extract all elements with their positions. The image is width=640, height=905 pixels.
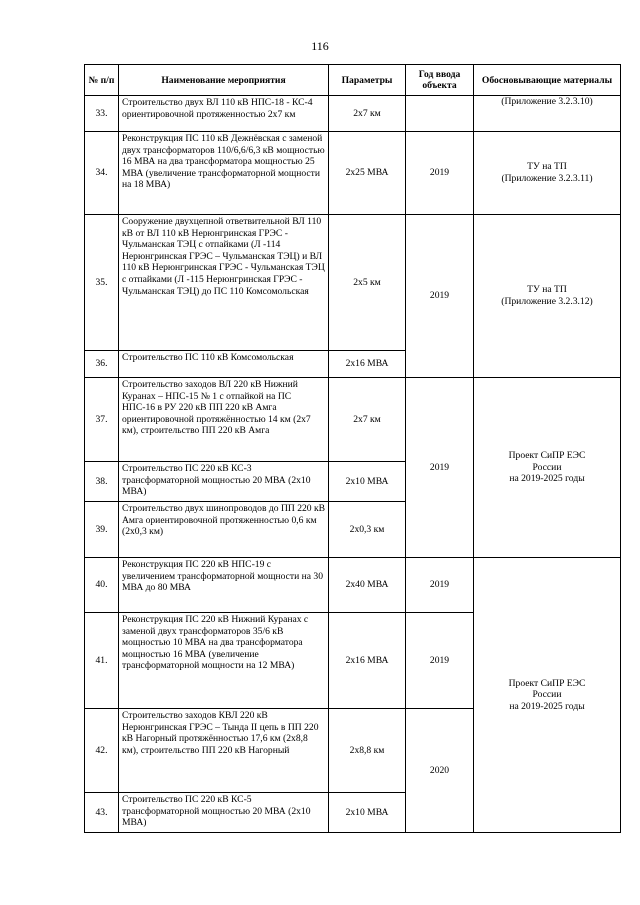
table-row bbox=[85, 132, 621, 215]
row-params: 2х5 км bbox=[329, 215, 406, 351]
row-num: 40. bbox=[85, 558, 119, 613]
row-num: 39. bbox=[85, 502, 119, 558]
row-basis bbox=[474, 558, 621, 833]
row-name: Строительство ПС 220 кВ КС-5 трансформаторной мощностью 20 МВА (2х10 МВА) bbox=[119, 793, 329, 833]
basis-line: (Приложение 3.2.3.12) bbox=[501, 296, 593, 307]
row-year: 2020 bbox=[406, 709, 474, 833]
table-header-row bbox=[85, 65, 621, 96]
header-year: Год ввода объекта bbox=[406, 65, 474, 96]
basis-line: на 2019-2025 годы bbox=[509, 473, 585, 485]
row-basis: (Приложение 3.2.3.10) bbox=[474, 96, 621, 132]
basis-line: ТУ на ТП bbox=[527, 284, 567, 296]
row-year bbox=[406, 96, 474, 132]
row-name: Строительство двух шинопроводов до ПП 220 кВ Амга ориентировочной протяженностью 0,6 км (2х0,3 км) bbox=[119, 502, 329, 558]
table-row bbox=[85, 558, 621, 613]
row-name: Реконструкция ПС 110 кВ Дежнёвская с заменой двух трансформаторов 110/6,6/6,3 кВ мощностью 16 МВА на два трансформатора мощностью 25 МВА (увеличение трансформаторной мощности на 18 МВА) bbox=[119, 132, 329, 215]
row-params: 2х7 км bbox=[329, 96, 406, 132]
row-num: 43. bbox=[85, 793, 119, 833]
row-params: 2х10 МВА bbox=[329, 793, 406, 833]
row-name: Строительство заходов КВЛ 220 кВ Нерюнгринская ГРЭС – Тында II цепь в ПП 220 кВ Нагорный протяжённостью 17,6 км (2х8,8 км), строительство ПП 220 кВ Нагорный bbox=[119, 709, 329, 793]
row-params: 2х40 МВА bbox=[329, 558, 406, 613]
row-num: 36. bbox=[85, 351, 119, 378]
row-num: 33. bbox=[85, 96, 119, 132]
row-name: Строительство ПС 220 кВ КС-3 трансформаторной мощностью 20 МВА (2х10 МВА) bbox=[119, 462, 329, 502]
basis-line: ТУ на ТП bbox=[527, 161, 567, 173]
row-params: 2х7 км bbox=[329, 378, 406, 462]
basis-line: на 2019-2025 годы bbox=[509, 700, 585, 712]
row-name: Реконструкция ПС 220 кВ НПС-19 с увеличением трансформаторной мощности на 30 МВА до 80 МВА bbox=[119, 558, 329, 613]
row-name: Строительство заходов ВЛ 220 кВ Нижний Куранах – НПС-15 № 1 с отпайкой на ПС НПС-16 в РУ 220 кВ ПП 220 кВ Амга ориентировочной протяжённостью 14 км (2х7 км), строительство ПП 220 кВ Амга bbox=[119, 378, 329, 462]
row-params: 2х0,3 км bbox=[329, 502, 406, 558]
row-num: 42. bbox=[85, 709, 119, 793]
row-num: 38. bbox=[85, 462, 119, 502]
row-params: 2х10 МВА bbox=[329, 462, 406, 502]
row-name: Реконструкция ПС 220 кВ Нижний Куранах с заменой двух трансформаторов 35/6 кВ мощностью 10 МВА на два трансформатора мощностью 16 МВА (увеличение трансформаторной мощности на 12 МВА) bbox=[119, 613, 329, 709]
row-year: 2019 bbox=[406, 215, 474, 378]
basis-line: Проект СиПР ЕЭС bbox=[508, 450, 586, 462]
table-row bbox=[85, 215, 621, 351]
row-year: 2019 bbox=[406, 613, 474, 709]
row-year: 2019 bbox=[406, 132, 474, 215]
row-name: Сооружение двухцепной ответвительной ВЛ 110 кВ от ВЛ 110 кВ Нерюнгринская ГРЭС - Чульманская ТЭЦ с отпайками (Л -114 Нерюнгринская ГРЭС – Чульманская ТЭЦ) и ВЛ 110 кВ Нерюнгринская ГРЭС - Чульманская ТЭЦ с отпайками (Л -115 Нерюнгринская ГРЭС - Чульманская ТЭЦ) до ПС 110 Комсомольская bbox=[119, 215, 329, 351]
header-params: Параметры bbox=[329, 65, 406, 96]
row-basis bbox=[474, 132, 621, 215]
table-row bbox=[85, 96, 621, 132]
basis-line: России bbox=[532, 689, 562, 701]
basis-line: России bbox=[532, 461, 562, 473]
basis-line: Проект СиПР ЕЭС bbox=[508, 677, 586, 689]
header-name: Наименование мероприятия bbox=[119, 65, 329, 96]
row-basis bbox=[474, 215, 621, 378]
row-name: Строительство ПС 110 кВ Комсомольская bbox=[119, 351, 329, 378]
row-params: 2х25 МВА bbox=[329, 132, 406, 215]
basis-line: (Приложение 3.2.3.11) bbox=[501, 173, 593, 184]
row-basis bbox=[474, 378, 621, 558]
row-num: 37. bbox=[85, 378, 119, 462]
row-name: Строительство двух ВЛ 110 кВ НПС-18 - КС-4 ориентировочной протяженностью 2х7 км bbox=[119, 96, 329, 132]
page-number: 116 bbox=[311, 39, 329, 53]
row-params: 2х16 МВА bbox=[329, 613, 406, 709]
row-num: 35. bbox=[85, 215, 119, 351]
row-num: 34. bbox=[85, 132, 119, 215]
row-year: 2019 bbox=[406, 378, 474, 558]
table-row bbox=[85, 378, 621, 462]
header-basis: Обосновывающие материалы bbox=[474, 65, 621, 96]
measures-table bbox=[84, 64, 621, 833]
row-params: 2х8,8 км bbox=[329, 709, 406, 793]
row-params: 2х16 МВА bbox=[329, 351, 406, 378]
row-num: 41. bbox=[85, 613, 119, 709]
row-year: 2019 bbox=[406, 558, 474, 613]
header-num: № п/п bbox=[85, 65, 119, 96]
